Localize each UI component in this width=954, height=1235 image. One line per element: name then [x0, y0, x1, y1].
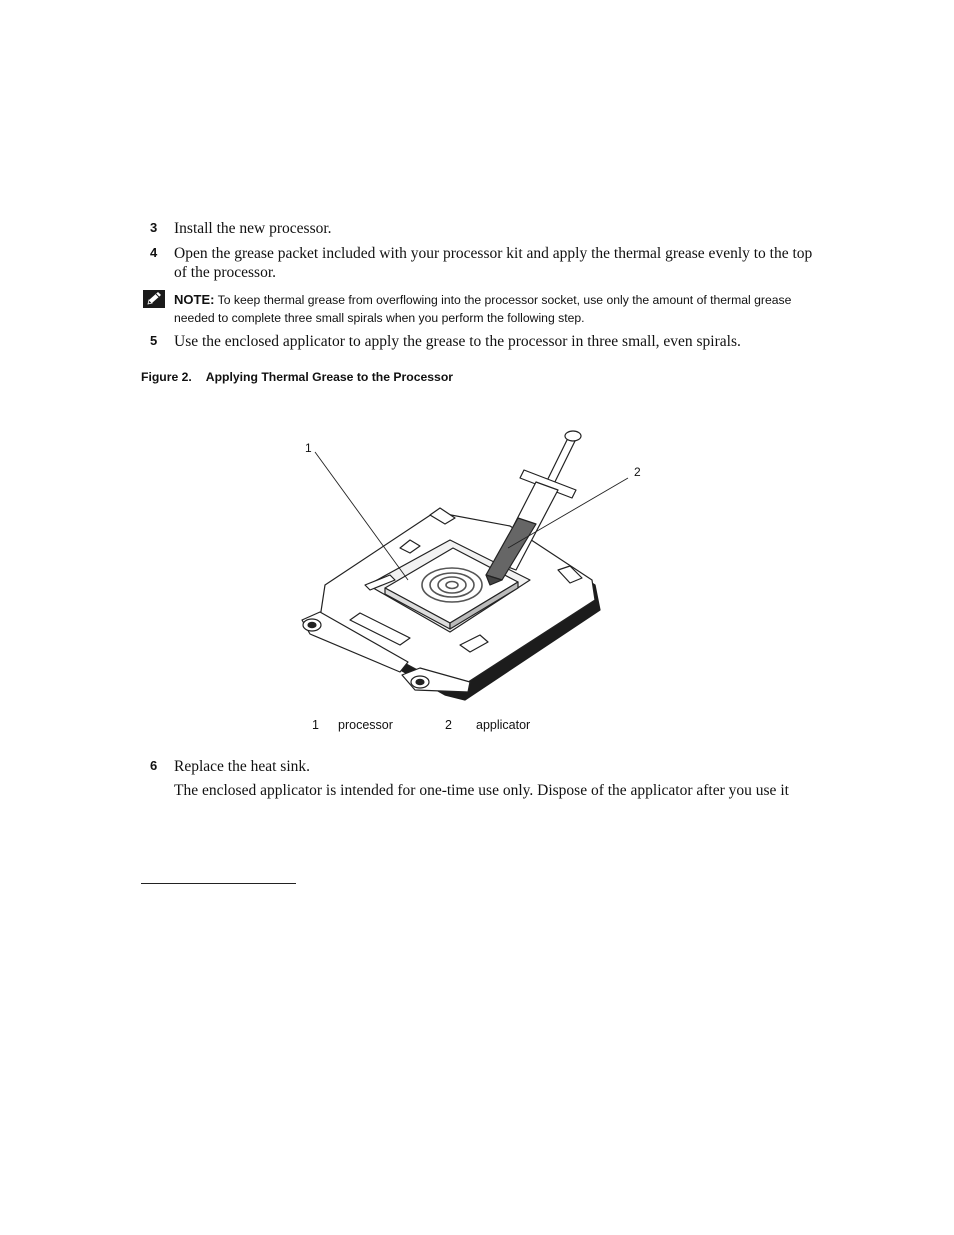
- step-6-paragraph: The enclosed applicator is intended for one-time use only. Dispose of the applicator after you use it: [174, 782, 789, 799]
- note-text: [174, 291, 824, 327]
- step-number: 4: [150, 245, 158, 260]
- legend-label-processor: processor: [338, 718, 393, 732]
- figure-title: Applying Thermal Grease to the Processor: [205, 370, 454, 384]
- processor-socket-illustration: [290, 420, 650, 705]
- step-text: Install the new processor.: [174, 220, 332, 237]
- step-number: 3: [150, 220, 158, 235]
- pencil-note-icon: [143, 290, 165, 308]
- note-body: To keep thermal grease from overflowing into the processor socket, use only the amount of thermal grease needed to complete three small spirals when you perform the following step.: [174, 293, 792, 325]
- step-text: Open the grease packet included with your processor kit and apply the thermal grease evenly to the top of the processor.: [174, 245, 813, 281]
- note-label: NOTE:: [174, 292, 215, 307]
- step-number: 6: [150, 758, 158, 773]
- legend-label-applicator: applicator: [476, 718, 531, 732]
- callout-1: 1: [305, 441, 312, 455]
- footnote-rule: [141, 883, 296, 884]
- step-text: Use the enclosed applicator to apply the grease to the processor in three small, even spirals.: [174, 333, 741, 350]
- figure-caption: [141, 370, 453, 384]
- thermal-grease-figure: [290, 420, 650, 705]
- legend-number: 1: [312, 718, 319, 732]
- step-text: Replace the heat sink.: [174, 758, 311, 775]
- step-number: 5: [150, 333, 158, 348]
- figure-number: Figure 2.: [141, 370, 192, 384]
- legend-number: 2: [445, 718, 452, 732]
- callout-2: 2: [634, 465, 641, 479]
